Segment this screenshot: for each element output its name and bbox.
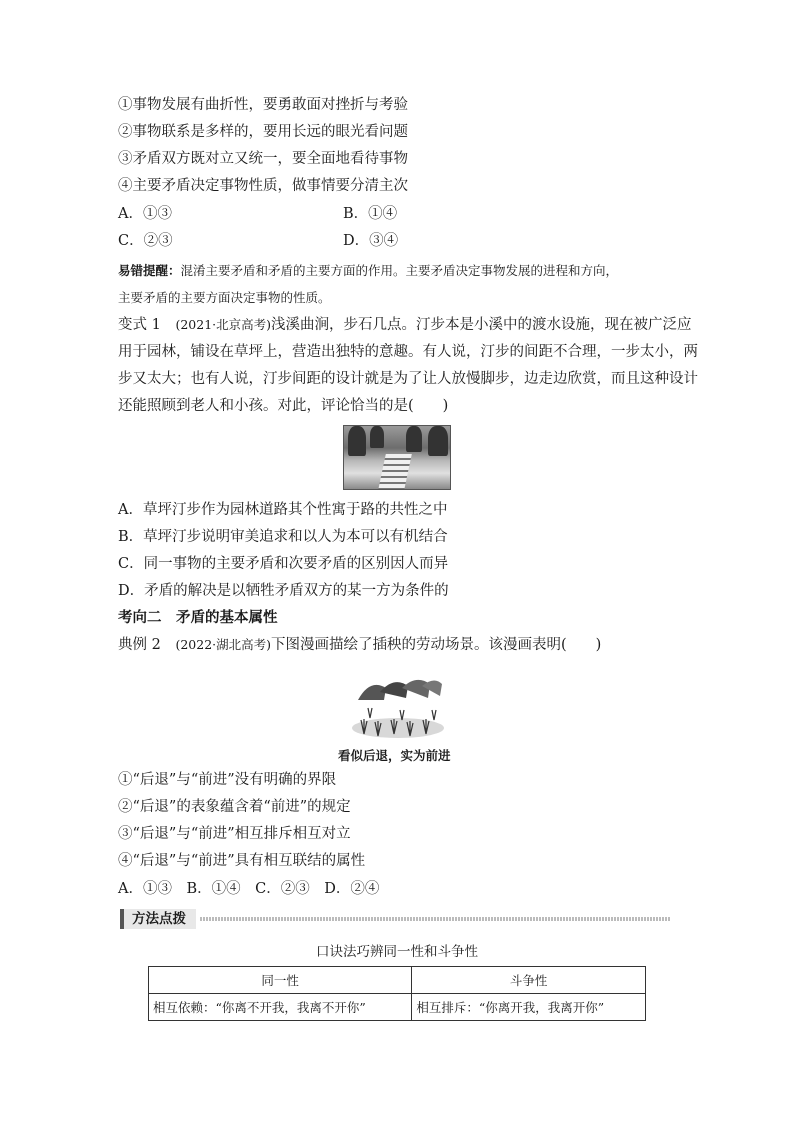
answer-b: B．①④ [343,206,398,222]
variant1-option-a: A．草坪汀步作为园林道路其个性寓于路的共性之中 [118,502,448,518]
option-3: ③矛盾双方既对立又统一，要全面地看待事物 [118,151,408,167]
section-heading: 考向二 矛盾的基本属性 [118,609,278,626]
table-cell-identity: 相互依赖：“你离不开我，我离不开你” [149,994,412,1021]
statement-3: ③“后退”与“前进”相互排斥相互对立 [118,826,351,842]
answer-a: A．①③ [118,206,172,222]
comparison-table [148,966,646,1021]
statement-4: ④“后退”与“前进”具有相互联结的属性 [118,853,366,869]
stepping-stone-photo [343,425,451,490]
variant1-line-2: 用于园林，铺设在草坪上，营造出独特的意趣。有人说，汀步的间距不合理，一步太小，两 [118,344,698,360]
example2-tag: 典例 2 [118,637,161,653]
method-divider [200,917,671,921]
statement-1: ①“后退”与“前进”没有明确的界限 [118,772,337,788]
table-cell-struggle: 相互排斥：“你离开我，我离开你” [412,994,646,1021]
option-1: ①事物发展有曲折性，要勇敢面对挫折与考验 [118,97,408,113]
variant1-text: 浅溪曲涧，步石几点。汀步本是小溪中的渡水设施，现在被广泛应 [271,317,692,333]
tip-text: 混淆主要矛盾和矛盾的主要方面的作用。主要矛盾决定事物发展的进程和方向， [180,263,619,278]
example2-line [118,635,601,655]
option-4: ④主要矛盾决定事物性质，做事情要分清主次 [118,178,408,194]
variant1-option-c: C．同一事物的主要矛盾和次要矛盾的区别因人而异 [118,556,449,572]
table-row [149,994,646,1021]
answer-c: C．②③ [118,233,173,249]
tip-label: 易错提醒： [118,263,181,278]
example2-source: (2022·湖北高考) [175,637,271,652]
example2-text: 下图漫画描绘了插秧的劳动场景。该漫画表明( ) [271,637,602,653]
variant1-source: (2021·北京高考) [175,317,271,332]
method-label: 方法点拨 [120,909,196,929]
variant1-line-3: 步又太大；也有人说，汀步间距的设计就是为了让人放慢脚步，边走边欣赏，而且这种设计 [118,371,698,387]
cartoon-caption: 看似后退，实为前进 [338,748,451,763]
variant1-option-d: D．矛盾的解决是以牺牲矛盾双方的某一方为条件的 [118,583,449,599]
table-title: 口诀法巧辨同一性和斗争性 [316,944,478,960]
variant1-line-1 [118,315,692,335]
option-2: ②事物联系是多样的，要用长远的眼光看问题 [118,124,408,140]
variant1-option-b: B．草坪汀步说明审美追求和以人为本可以有机结合 [118,529,448,545]
table-header-struggle: 斗争性 [412,967,646,994]
table-header-row [149,967,646,994]
answer-d: D．③④ [343,233,399,249]
rice-planting-cartoon [350,670,446,740]
example2-answers: A．①③ B．①④ C．②③ D．②④ [118,881,380,897]
tip-line-1 [118,261,618,281]
tip-line-2: 主要矛盾的主要方面决定事物的性质。 [118,290,331,305]
table-header-identity: 同一性 [149,967,412,994]
variant1-tag: 变式 1 [118,317,161,333]
statement-2: ②“后退”的表象蕴含着“前进”的规定 [118,799,351,815]
variant1-line-4: 还能照顾到老人和小孩。对此，评论恰当的是( ) [118,398,449,414]
